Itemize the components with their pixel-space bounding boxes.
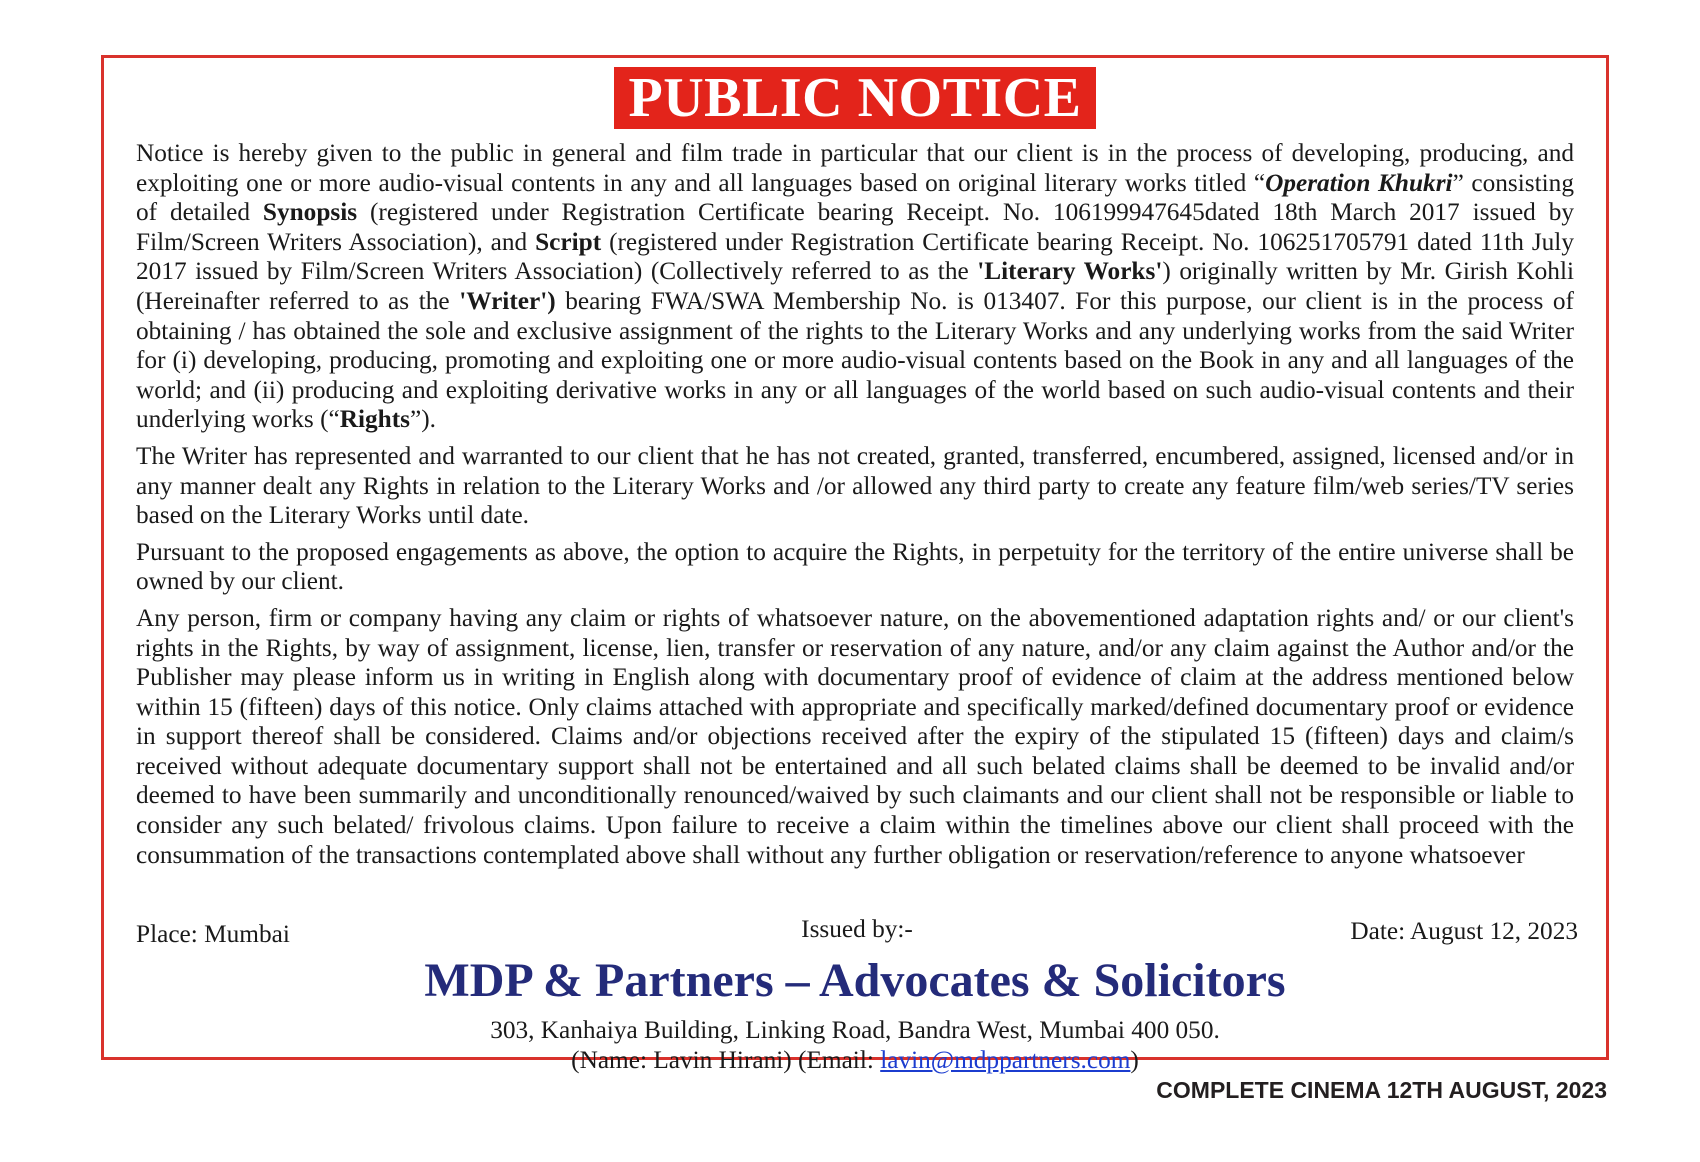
rights-term: Rights — [339, 405, 411, 434]
notice-body — [136, 139, 1574, 877]
synopsis-term: Synopsis — [262, 198, 358, 227]
contact-line — [104, 1045, 1606, 1075]
notice-date: Date: August 12, 2023 — [1350, 917, 1578, 945]
literary-works-term: 'Literary Works' — [977, 257, 1163, 286]
paragraph-3: Pursuant to the proposed engagements as above, the option to acquire the Rights, in perpetuity for the territory of the entire universe shall be owned by our client. — [136, 537, 1574, 596]
place: Place: Mumbai — [136, 920, 290, 948]
contact-prefix: (Name: Lavin Hirani) (Email: — [571, 1046, 881, 1074]
title-wrap — [104, 67, 1606, 129]
signature-row — [136, 915, 1578, 947]
contact-suffix: ) — [1130, 1046, 1139, 1074]
publication-credit: COMPLETE CINEMA 12TH AUGUST, 2023 — [1156, 1077, 1607, 1103]
script-term: Script — [535, 227, 602, 256]
writer-term: 'Writer') — [459, 286, 556, 315]
paragraph-4: Any person, firm or company having any claim or rights of whatsoever nature, on the abovementioned adaptation rights and/ or our client's rights in the Rights, by way of assignment, license, lien, transfer or reservation of any nature, and/or any claim against the Author and/or the Publisher may please inform us in writing in English along with documentary proof of evidence of claim at the address mentioned below within 15 (fifteen) days of this notice. Only claims attached with appropriate and specifically marked/defined documentary proof or evidence in support thereof shall be considered. Claims and/or objections received after the expiry of the stipulated 15 (fifteen) days and claim/s received without adequate documentary support shall not be entertained and all such belated claims shall be deemed to be invalid and/or deemed to have been summarily and unconditionally renounced/waived by such claimants and our client shall not be responsible or liable to consider any such belated/ frivolous claims. Upon failure to receive a claim within the timelines above our client shall proceed with the consummation of the transactions contemplated above shall without any further obligation or reservation/reference to anyone whatsoever — [136, 603, 1574, 869]
p1-text-4: (registered under Registration Certificate bearing Receipt. No. 106251705791 dated 11th July 2017 issued by Film/Screen Writers Association) (Collectively referred to as the — [136, 227, 1574, 286]
paragraph-2: The Writer has represented and warranted to our client that he has not created, granted, transferred, encumbered, assigned, licensed and/or in any manner dealt any Rights in relation to the Literary Works and /or allowed any third party to create any feature film/web series/TV series based on the Literary Works until date. — [136, 441, 1574, 530]
firm-name: MDP & Partners – Advocates & Solicitors — [424, 954, 1286, 1007]
paragraph-1 — [136, 139, 1574, 435]
work-title: Operation Khukri — [1265, 168, 1453, 197]
p1-text-2: ” consisting of detailed — [136, 168, 1574, 227]
p1-text-7: ”). — [410, 405, 437, 434]
p1-text-3: (registered under Registration Certificate bearing Receipt. No. 106199947645dated 18th March 2017 issued by Film/Screen Writers Association), and — [136, 198, 1574, 256]
email-link[interactable]: lavin@mdppartners.com — [880, 1046, 1131, 1074]
notice-title: PUBLIC NOTICE — [614, 67, 1095, 129]
issued-by: Issued by:- — [801, 915, 913, 943]
p1-text-6: bearing FWA/SWA Membership No. is 013407. For this purpose, our client is in the process of obtaining / has obtained the sole and exclusive assignment of the rights to the Literary Works and any underlying works from the said Writer for (i) developing, producing, promoting and exploiting one or more audio-visual contents based on the Book in any and all languages of the world; and (ii) producing and exploiting derivative works in any or all languages of the world based on such audio-visual contents and their underlying works (“ — [136, 286, 1574, 434]
firm-address: 303, Kanhaiya Building, Linking Road, Bandra West, Mumbai 400 050. — [490, 1016, 1220, 1044]
p1-text-1: Notice is hereby given to the public in general and film trade in particular that our client is in the process of developing, producing, and exploiting one or more audio-visual contents in any and all languages based on original literary works titled “ — [136, 139, 1574, 197]
p1-text-5: ) originally written by Mr. Girish Kohli (Hereinafter referred to as the — [136, 257, 1575, 315]
public-notice-box — [101, 55, 1609, 1074]
